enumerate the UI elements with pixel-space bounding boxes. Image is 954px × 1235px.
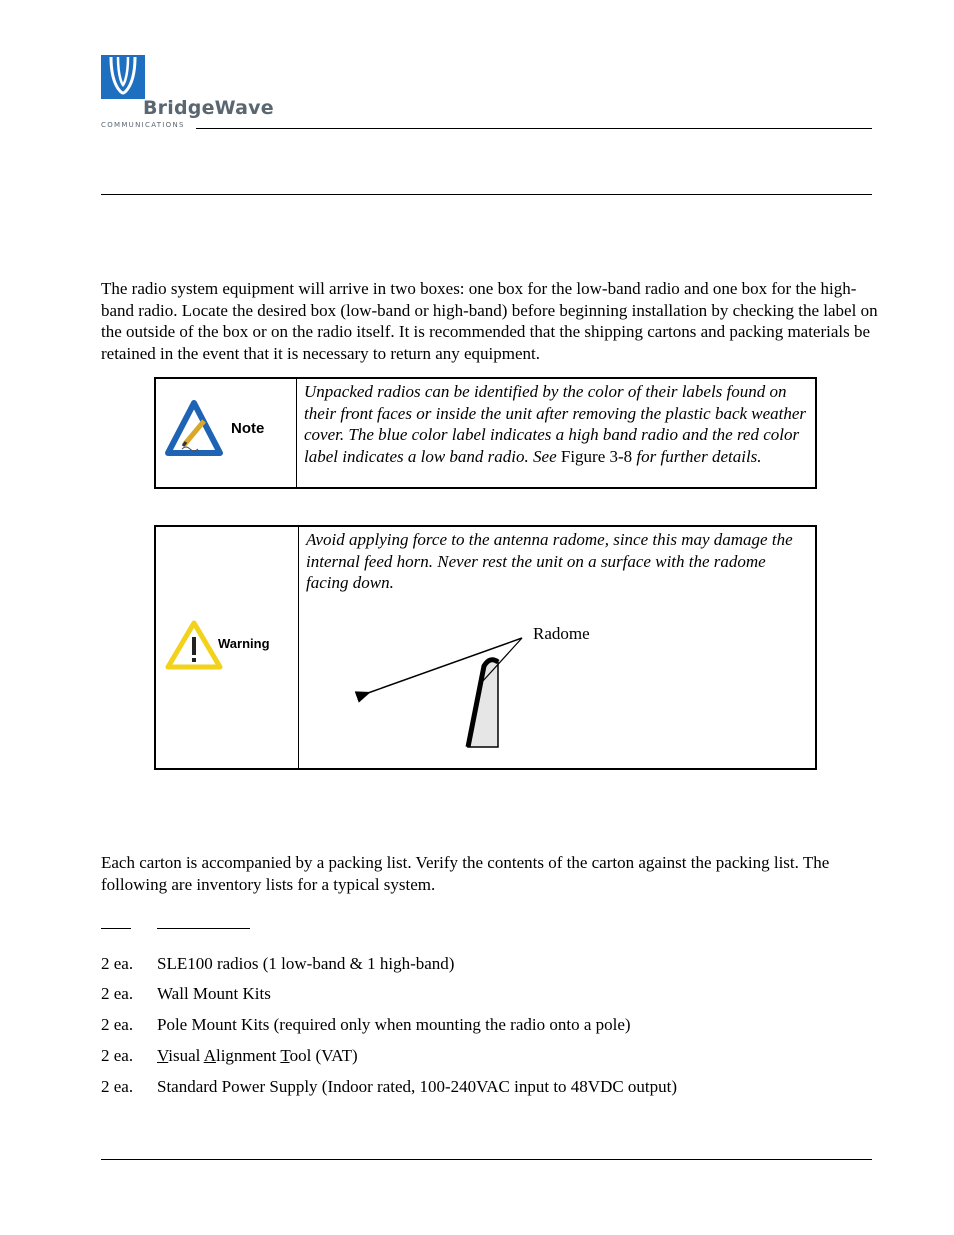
header-rule (196, 128, 872, 129)
warning-divider (298, 527, 299, 768)
item-description (157, 1046, 358, 1066)
brand-subtitle: COMMUNICATIONS (101, 121, 185, 129)
radome-label: Radome (533, 624, 590, 643)
note-text-tail: for further details. (632, 446, 762, 466)
note-text-main: Unpacked radios can be identified by the color of their labels found on their front faces or inside the unit after removing the plastic back weather cover. The blue color label indicates a high band radio and the red color label indicates a low band radio. See (304, 382, 807, 466)
note-label: Note (231, 420, 265, 437)
item-quantity: 2 ea. (101, 1046, 134, 1065)
item-description: Pole Mount Kits (required only when mounting the radio onto a pole) (157, 1015, 631, 1034)
vat-initial-v: V (157, 1046, 169, 1065)
radome-diagram (346, 622, 706, 762)
item-quantity: 2 ea. (101, 984, 134, 1003)
warning-label: Warning (218, 636, 270, 651)
vat-initial-t: T (280, 1046, 290, 1065)
item-quantity: 2 ea. (101, 1015, 134, 1034)
item-header-underline (157, 928, 250, 929)
note-text (304, 381, 809, 467)
item-description: Wall Mount Kits (157, 984, 271, 1003)
item-quantity: 2 ea. (101, 954, 134, 973)
item-quantity: 2 ea. (101, 1077, 134, 1096)
vat-word-2: lignment (215, 1046, 281, 1065)
item-description: Standard Power Supply (Indoor rated, 100-240VAC input to 48VDC output) (157, 1077, 678, 1096)
section-rule (101, 194, 872, 195)
note-divider (296, 379, 297, 487)
brand-name: BridgeWave (143, 97, 274, 119)
item-description: SLE100 radios (1 low-band & 1 high-band) (157, 954, 455, 973)
company-logo (101, 55, 274, 131)
note-pencil-icon (164, 399, 236, 459)
warning-text: Avoid applying force to the antenna radome, since this may damage the internal feed horn. Never rest the unit on a surface with the radome facing down. (306, 530, 793, 592)
qty-header-underline (101, 928, 131, 929)
warning-callout (154, 525, 817, 770)
note-figure-reference: Figure 3-8 (560, 446, 633, 466)
intro-paragraph: The radio system equipment will arrive in two boxes: one box for the low-band radio and one box for the high-band radio. Locate the desired box (low-band or high-band) before beginning installation by checking the label on the outside of the box or on the radio itself. It is recommended that the shipping cartons and packing materials be retained in the event that it is necessary to return any equipment. (101, 279, 878, 363)
note-callout (154, 377, 817, 489)
vat-word-1: isual (168, 1046, 204, 1065)
bridgewave-logo-mark-icon (101, 55, 145, 99)
footer-rule (101, 1159, 872, 1160)
vat-word-3: ool (VAT) (289, 1046, 358, 1065)
vat-initial-a: A (203, 1046, 216, 1065)
packing-paragraph: Each carton is accompanied by a packing list. Verify the contents of the carton against the packing list. The following are inventory lists for a typical system. (101, 853, 830, 894)
